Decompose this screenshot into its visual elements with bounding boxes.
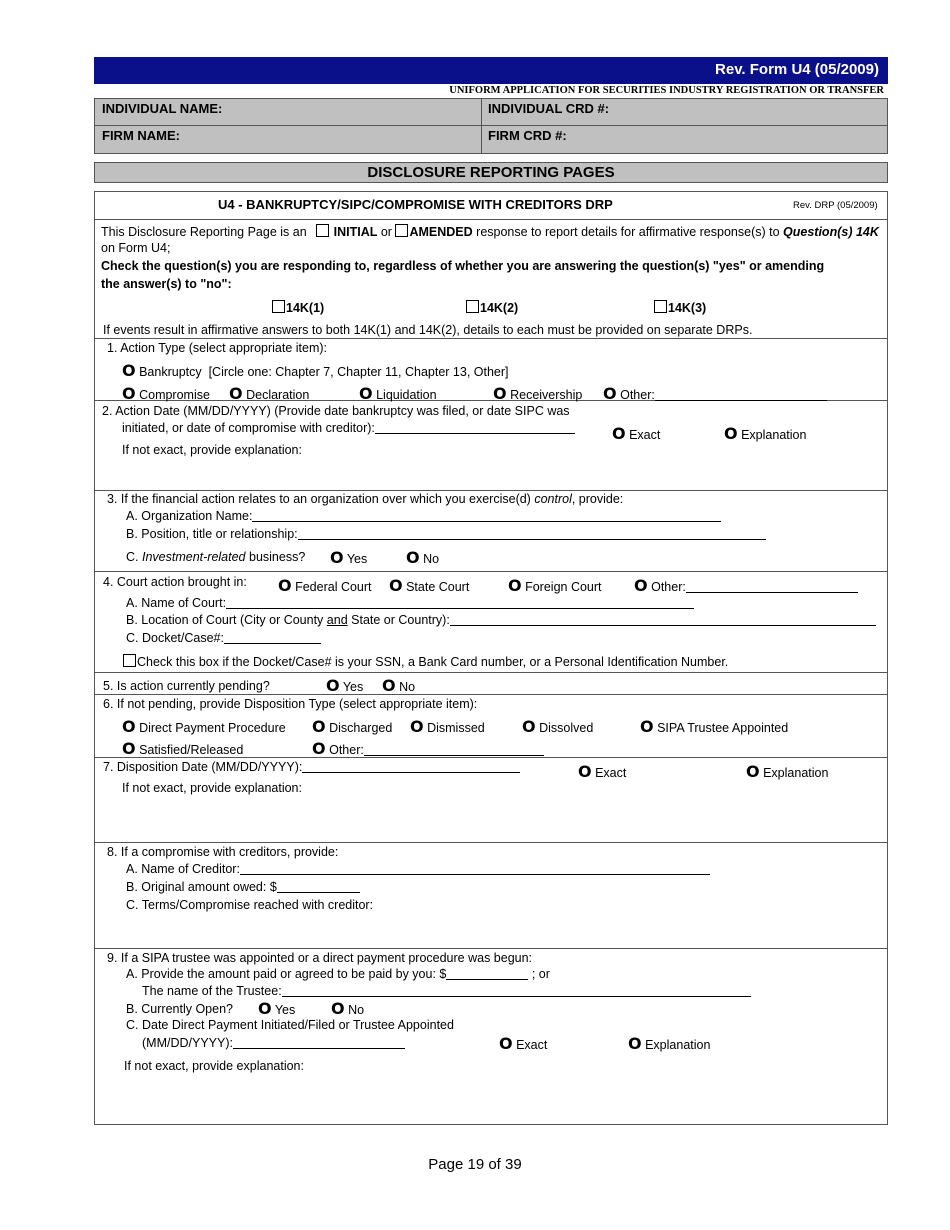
explanation-label: Explanation [741, 428, 807, 442]
radio-circle-icon: O [746, 762, 760, 781]
initial-checkbox[interactable] [316, 224, 329, 237]
state-court-option[interactable] [389, 576, 469, 595]
yes-label: Yes [346, 552, 368, 566]
individual-name-label: INDIVIDUAL NAME: [102, 101, 223, 116]
position-input[interactable] [298, 528, 766, 540]
radio-circle-icon: O [493, 384, 507, 403]
court-location-label: B. Location of Court (City or County and State or Country): [126, 613, 876, 627]
creditor-label: A. Name of Creditor: [126, 862, 710, 876]
pending-yes-option[interactable] [326, 676, 363, 695]
date-initiated-input[interactable] [233, 1037, 405, 1049]
radio-circle-icon: O [603, 384, 617, 403]
q6-label: 6. If not pending, provide Disposition Type (select appropriate item): [103, 697, 478, 711]
q14k2-option[interactable] [466, 300, 518, 315]
q14k3-option[interactable] [654, 300, 706, 315]
radio-circle-icon: O [389, 576, 403, 595]
individual-crd-field[interactable] [481, 98, 888, 126]
amount-owed-input[interactable] [277, 881, 360, 893]
disclosure-header: DISCLOSURE REPORTING PAGES [94, 162, 888, 183]
open-yes-option[interactable] [258, 999, 295, 1018]
ssn-checkbox-label: Check this box if the Docket/Case# is your SSN, a Bank Card number, or a Personal Identification Number. [137, 655, 729, 669]
trustee-name-input[interactable] [282, 985, 751, 997]
q14k1-label: 14K(1) [286, 301, 325, 315]
question-reference: Question(s) 14K [783, 225, 879, 239]
radio-circle-icon: O [634, 576, 648, 595]
radio-circle-icon: O [330, 548, 344, 567]
direct-payment-label: Direct Payment Procedure [139, 721, 286, 735]
radio-circle-icon: O [578, 762, 592, 781]
discharged-label: Discharged [329, 721, 393, 735]
intro-text-c: on Form U4; [101, 241, 171, 255]
radio-circle-icon: O [122, 717, 136, 736]
no-label: No [423, 552, 440, 566]
q2-label-2: initiated, or date of compromise with creditor): [122, 421, 575, 435]
federal-court-label: Federal Court [295, 580, 372, 594]
docket-input[interactable] [224, 632, 321, 644]
amended-checkbox[interactable] [395, 224, 408, 237]
radio-circle-icon: O [499, 1034, 513, 1053]
sipa-trustee-option[interactable] [640, 717, 788, 736]
radio-circle-icon: O [122, 361, 136, 380]
individual-name-field[interactable] [94, 98, 482, 126]
receivership-option[interactable] [493, 384, 582, 403]
open-no-option[interactable] [331, 999, 364, 1018]
radio-circle-icon: O [522, 717, 536, 736]
bankruptcy-note: [Circle one: Chapter 7, Chapter 11, Chapter 13, Other] [208, 365, 509, 379]
divider [94, 948, 888, 949]
radio-circle-icon: O [122, 739, 136, 758]
no-label: No [399, 680, 416, 694]
dismissed-option[interactable] [410, 717, 485, 736]
liquidation-option[interactable] [359, 384, 437, 403]
form-subtitle: UNIFORM APPLICATION FOR SECURITIES INDUSTRY REGISTRATION OR TRANSFER [449, 85, 884, 96]
firm-name-field[interactable] [94, 125, 482, 154]
sipa-trustee-label: SIPA Trustee Appointed [657, 721, 789, 735]
date-initiated-exact-option[interactable] [499, 1034, 547, 1053]
drp-revision: Rev. DRP (05/2009) [793, 200, 878, 211]
q14k3-label: 14K(3) [668, 301, 707, 315]
q8-label: 8. If a compromise with creditors, provide: [107, 845, 339, 859]
docket-label: C. Docket/Case#: [126, 631, 321, 645]
divider [94, 672, 888, 673]
org-name-label: A. Organization Name: [126, 509, 721, 523]
amount-paid-input[interactable] [446, 968, 528, 980]
divider [94, 571, 888, 572]
radio-circle-icon: O [326, 676, 340, 695]
amended-label: AMENDED [409, 225, 473, 239]
direct-payment-option[interactable] [122, 717, 286, 736]
satisfied-label: Satisfied/Released [139, 743, 244, 757]
disposition-exact-option[interactable] [578, 762, 626, 781]
firm-crd-label: FIRM CRD #: [488, 128, 567, 143]
other-action-option[interactable] [603, 384, 827, 403]
radio-circle-icon: O [724, 424, 738, 443]
date-initiated-explanation-option[interactable] [628, 1034, 710, 1053]
dissolved-option[interactable] [522, 717, 593, 736]
exact-label: Exact [595, 766, 627, 780]
foreign-court-label: Foreign Court [525, 580, 602, 594]
radio-circle-icon: O [410, 717, 424, 736]
dismissed-label: Dismissed [427, 721, 485, 735]
currently-open-label: B. Currently Open? [126, 1002, 233, 1016]
q9-explanation-prompt: If not exact, provide explanation: [124, 1059, 304, 1073]
explanation-label: Explanation [763, 766, 829, 780]
court-name-input[interactable] [226, 597, 694, 609]
check-instruction-2: the answer(s) to "no": [101, 277, 232, 291]
date-initiated-label: C. Date Direct Payment Initiated/Filed or Trustee Appointed [126, 1018, 454, 1032]
checkbox-icon [272, 300, 285, 313]
other-disposition-input[interactable] [364, 744, 544, 756]
investment-related-label: C. Investment-related business? [126, 550, 306, 564]
intro-text-b: response to report details for affirmative response(s) to [476, 225, 780, 239]
radio-circle-icon: O [229, 384, 243, 403]
exact-label: Exact [516, 1038, 548, 1052]
foreign-court-option[interactable] [508, 576, 602, 595]
court-name-label: A. Name of Court: [126, 596, 694, 610]
compromise-option[interactable] [122, 384, 210, 403]
disposition-date-input[interactable] [302, 761, 520, 773]
drp-title: U4 - BANKRUPTCY/SIPC/COMPROMISE WITH CREDITORS DRP [218, 197, 613, 212]
court-location-input[interactable] [450, 614, 876, 626]
dissolved-label: Dissolved [539, 721, 594, 735]
radio-circle-icon: O [640, 717, 654, 736]
divider [94, 338, 888, 339]
divider [94, 490, 888, 491]
date-initiated-format: (MM/DD/YYYY): [142, 1036, 405, 1050]
radio-circle-icon: O [508, 576, 522, 595]
other-disposition-option[interactable] [312, 739, 544, 758]
other-action-label: Other: [620, 388, 655, 402]
investment-no-option[interactable] [406, 548, 439, 567]
form-title: Rev. Form U4 (05/2009) [715, 61, 879, 78]
radio-circle-icon: O [382, 676, 396, 695]
creditor-input[interactable] [240, 863, 710, 875]
q7-label: 7. Disposition Date (MM/DD/YYYY): [103, 760, 520, 774]
no-label: No [348, 1003, 365, 1017]
initial-label: INITIAL [333, 225, 378, 239]
firm-crd-field[interactable] [481, 125, 888, 154]
divider [94, 694, 888, 695]
individual-crd-label: INDIVIDUAL CRD #: [488, 101, 610, 116]
q5-label: 5. Is action currently pending? [103, 679, 270, 693]
receivership-label: Receivership [510, 388, 583, 402]
radio-circle-icon: O [331, 999, 345, 1018]
terms-label: C. Terms/Compromise reached with creditor: [126, 898, 374, 912]
state-court-label: State Court [406, 580, 470, 594]
other-court-input[interactable] [686, 581, 858, 593]
q4-label: 4. Court action brought in: [103, 575, 247, 589]
q3-label: 3. If the financial action relates to an organization over which you exercise(d) control, provide: [107, 492, 624, 506]
amount-paid-label: A. Provide the amount paid or agreed to be paid by you: $ ; or [126, 967, 550, 981]
yes-label: Yes [274, 1003, 296, 1017]
q2-explanation-prompt: If not exact, provide explanation: [122, 443, 302, 457]
checkbox-icon [654, 300, 667, 313]
or-text: or [380, 225, 392, 239]
ssn-checkbox-row[interactable] [123, 654, 728, 669]
firm-name-label: FIRM NAME: [102, 128, 180, 143]
radio-circle-icon: O [359, 384, 373, 403]
liquidation-label: Liquidation [376, 388, 437, 402]
radio-circle-icon: O [278, 576, 292, 595]
radio-circle-icon: O [628, 1034, 642, 1053]
check-instruction-1: Check the question(s) you are responding to, regardless of whether you are answering the question(s) "yes" or amending [101, 259, 825, 273]
amount-owed-label: B. Original amount owed: $ [126, 880, 360, 894]
pending-no-option[interactable] [382, 676, 415, 695]
investment-yes-option[interactable] [330, 548, 367, 567]
radio-circle-icon: O [312, 717, 326, 736]
explanation-label: Explanation [645, 1038, 711, 1052]
divider [94, 219, 888, 220]
q14k1-option[interactable] [272, 300, 324, 315]
bankruptcy-label: Bankruptcy [139, 365, 202, 379]
radio-circle-icon: O [122, 384, 136, 403]
compromise-label: Compromise [139, 388, 210, 402]
other-court-label: Other: [651, 580, 686, 594]
radio-circle-icon: O [612, 424, 626, 443]
intro-line [101, 224, 879, 239]
org-name-input[interactable] [252, 510, 721, 522]
form-title-bar [94, 57, 888, 84]
intro-text-a: This Disclosure Reporting Page is an [101, 225, 307, 239]
ssn-checkbox[interactable] [123, 654, 136, 667]
q2-label-1: 2. Action Date (MM/DD/YYYY) (Provide date bankruptcy was filed, or date SIPC was [102, 404, 570, 418]
yes-label: Yes [342, 680, 364, 694]
position-label: B. Position, title or relationship: [126, 527, 766, 541]
divider [94, 842, 888, 843]
other-action-input[interactable] [655, 389, 827, 401]
q9-label: 9. If a SIPA trustee was appointed or a direct payment procedure was begun: [107, 951, 533, 965]
radio-circle-icon: O [312, 739, 326, 758]
action-date-input[interactable] [375, 422, 575, 434]
radio-circle-icon: O [406, 548, 420, 567]
q14k2-label: 14K(2) [480, 301, 519, 315]
q7-explanation-prompt: If not exact, provide explanation: [122, 781, 302, 795]
checkbox-icon [466, 300, 479, 313]
declaration-option[interactable] [229, 384, 309, 403]
exact-label: Exact [629, 428, 661, 442]
q1-label: 1. Action Type (select appropriate item): [107, 341, 328, 355]
page-number: Page 19 of 39 [428, 1156, 522, 1173]
separate-drp-note: If events result in affirmative answers to both 14K(1) and 14K(2), details to each must be provided on separate DRPs. [103, 323, 753, 337]
radio-circle-icon: O [258, 999, 272, 1018]
disposition-explanation-option[interactable] [746, 762, 828, 781]
discharged-option[interactable] [312, 717, 392, 736]
satisfied-option[interactable] [122, 739, 243, 758]
declaration-label: Declaration [246, 388, 310, 402]
federal-court-option[interactable] [278, 576, 372, 595]
trustee-name-label: The name of the Trustee: [142, 984, 751, 998]
other-disposition-label: Other: [329, 743, 364, 757]
action-date-explanation-option[interactable] [724, 424, 806, 443]
action-date-exact-option[interactable] [612, 424, 660, 443]
bankruptcy-option[interactable] [122, 361, 509, 380]
other-court-option[interactable] [634, 576, 858, 595]
